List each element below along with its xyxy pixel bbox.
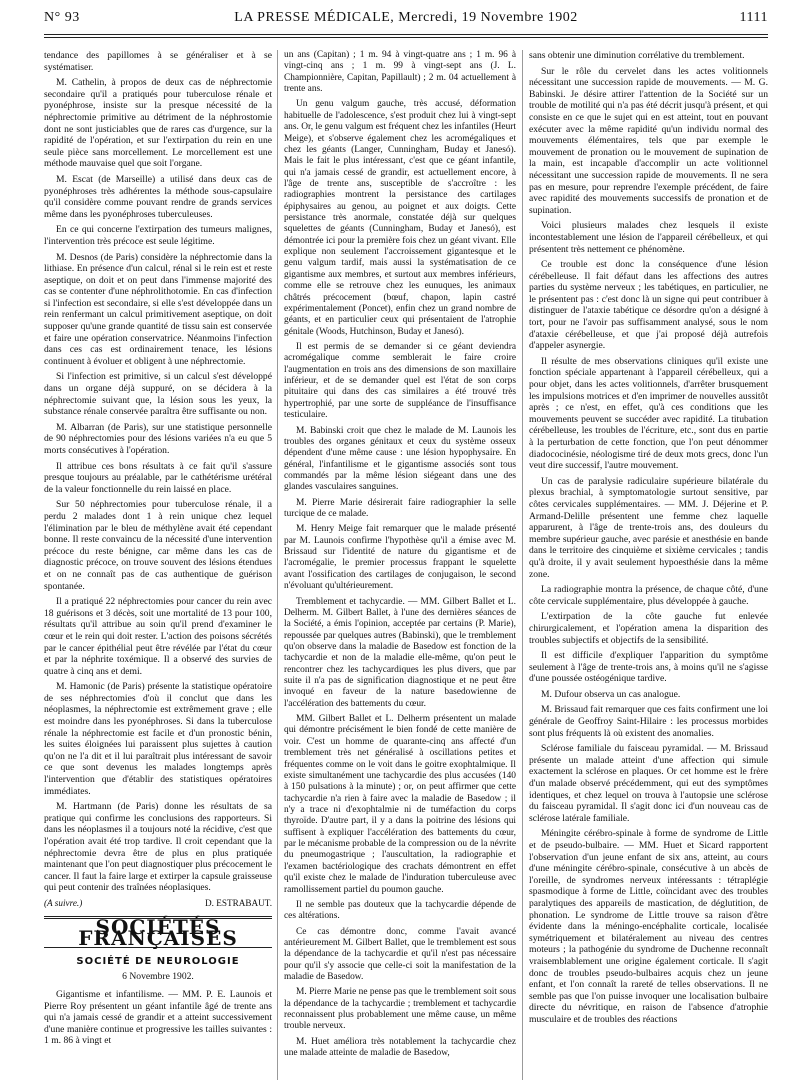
- column-3: [529, 50, 768, 1030]
- paragraph: M. Hamonic (de Paris) présente la statistique opératoire de ses néphrectomies d'où il conclut que dans les néoplasmes, la néphrectomie est extrêmement grave ; elle est moindre dans les pyonéphroses. Si dans la tuberculose rénale la néphrectomie est facile et d'un pronostic bénin, les suites éloignées lui paraissent plus sujettes à caution qu'on ne l'a dit et il lui paraîtrait plus intéressant de savoir ce que sont devenus les malades longtemps après l'intervention que d'établir des statistiques opératoires immédiates.: [44, 681, 272, 797]
- paragraph: un ans (Capitan) ; 1 m. 94 à vingt-quatre ans ; 1 m. 96 à vingt-cinq ans ; 1 m. 99 à vingt-sept ans (J. L. Championnière, Capitan, Papillault) ; 2 m. 04 actuellement à trente ans.: [284, 50, 516, 95]
- running-header: [44, 10, 768, 32]
- society-name: SOCIÉTÉ DE NEUROLOGIE: [76, 955, 240, 967]
- paragraph: M. Escat (de Marseille) a utilisé dans deux cas de pyonéphroses très adhérentes la méthode sous-capsulaire qu'il considère comme pouvant rendre de grands services même dans les pyonéphroses tuberculeuses.: [44, 173, 272, 220]
- paragraph: Tremblement et tachycardie. — MM. Gilbert Ballet et L. Delherm. M. Gilbert Ballet, à l'une des dernières séances de la Société, a émis l'opinion, acceptée par certains (P. Marie), repoussée par quelques autres (Babinski), que le tremblement qu'on observe dans la maladie de Basedow est fonction de la tachycardie et non de la maladie elle-même, qu'on peut le rencontrer chez les tachycardiques les plus divers, que par suite il n'a pas de signification diagnostique et ne peut être invoqué en faveur de la nature basedowienne de l'accélération des battements du cœur.: [284, 596, 516, 709]
- section-heading: SOCIÉTÉS FRANÇAISES: [44, 916, 272, 948]
- paragraph: M. Pierre Marie ne pense pas que le tremblement soit sous la dépendance de la tachycardie ; tremblement et tachycardie reconnaissent plus probablement une même cause, un même trouble nerveux.: [284, 987, 516, 1032]
- paragraph: MM. Gilbert Ballet et L. Delherm présentent un malade qui démontre précisément le bien fondé de cette manière de voir. C'est un homme de quarante-cinq ans affecté d'un tremblement très net généralisé à oscillations petites et fréquentes comme on le voit dans le goitre exophtalmique. Il existe simultanément une tachycardie des plus accusées (140 à 150 pulsations à la minute) ; or, on peut affirmer que cette tachycardie n'a rien à faire avec la maladie de Basedow ; il n'y a trace ni d'exophtalmie ni de tuméfaction du corps thyroïde. D'autre part, il y a dans la poitrine des lésions qui suffisent à expliquer l'accélération des battements du cœur, par le mécanisme probable de la compression ou de la névrite du pneumogastrique ; l'auscultation, la radiographie et l'examen bactériologique des crachats démontrent en effet qu'il existe chez le malade de l'induration tuberculeuse avec ramollissement partiel du poumon gauche.: [284, 714, 516, 895]
- paragraph: Si l'infection est primitive, si un calcul s'est développé dans un organe déjà suppuré, on se décidera à la néphrectomie suivant que, la lésion sous les yeux, la substance rénale conservée paraîtra être suffisante ou non.: [44, 371, 272, 418]
- paragraph: Ce cas démontre donc, comme l'avait avancé antérieurement M. Gilbert Ballet, que le tremblement est sous la dépendance de la tachycardie et qu'il n'est pas nécessaire pour qu'il s'y associe que celle-ci soit la manifestation de la maladie de Basedow.: [284, 926, 516, 983]
- paragraph: La radiographie montra la présence, de chaque côté, d'une côte cervicale supplémentaire, plus développée à gauche.: [529, 584, 768, 607]
- author-signature: D. ESTRABAUT.: [205, 897, 272, 908]
- paragraph: Ce trouble est donc la conséquence d'une lésion cérébelleuse. Il fait défaut dans les affections des autres parties du système nerveux ; les tabétiques, en particulier, ne le présentent pas : c'est donc là un signe qui peut contribuer à distinguer de l'ataxie tabétique ce désordre qu'on a désigné à tort, pour ne l'avoir pas suffisamment analysé, sous le nom d'ataxie cérébelleuse, et que j'ai proposé déjà autrefois d'appeler asynergie.: [529, 259, 768, 352]
- paragraph: M. Dufour observa un cas analogue.: [541, 688, 681, 700]
- paragraph: Sur 50 néphrectomies pour tuberculose rénale, il a perdu 2 malades dont 1 à rein unique chez lequel l'élimination par le bleu de méthylène avait été cependant bonne. Il reste convaincu de la nécessité d'une intervention précoce du reste bénigne, car même dans les cas de diagnostic précoce, on trouve souvent des lésions étendues et on ne connaît pas de cas authentique de guérison spontanée.: [44, 499, 272, 592]
- paragraph: M. Brissaud fait remarquer que ces faits confirment une loi générale de Geoffroy Saint-Hilaire : les processus morbides sont plus fréquents là où existent des anomalies.: [529, 704, 768, 739]
- header-rule-thin: [44, 37, 768, 38]
- paragraph: Il a pratiqué 22 néphrectomies pour cancer du rein avec 18 guérisons et 3 décès, soit une mortalité de 13 pour 100, résultats qu'il attribue au soin qu'il prend d'examiner le cœur et le rein qui doit rester. L'action des poisons sécrétés par le cancer épithélial peut être révélée par l'état du cœur et par la néphrite toxémique. Il a observé des survies de quatre à cinq ans et demi.: [44, 596, 272, 677]
- paragraph: Il est permis de se demander si ce géant deviendra acromégalique comme semblerait le faire croire l'augmentation en trois ans des dimensions de son maxillaire inférieur, et de se demander quel est l'état de son corps pituitaire qui dans des cas similaires a été trouvé très hypertrophié, par une sorte de suppléance de l'insuffisance testiculaire.: [284, 341, 516, 421]
- paragraph: Sclérose familiale du faisceau pyramidal. — M. Brissaud présente un malade atteint d'une affection qui simule exactement la sclérose en plaques. Or cet homme est le frère d'un malade observé précédemment, qui eut des symptômes identiques, et chez lequel on trouva à l'autopsie une sclérose du faisceau pyramidal. Il s'agit donc ici d'un nouveau cas de sclérose latérale familiale.: [529, 743, 768, 824]
- journal-title: LA PRESSE MÉDICALE, Mercredi, 19 Novembre 1902: [234, 10, 578, 25]
- paragraph: Il résulte de mes observations cliniques qu'il existe une fonction spéciale appartenant à l'appareil cérébelleux, qui a pour objet, dans les actes volitionnels, d'arrêter brusquement les impulsions motrices et d'en imprimer de nouvelles aussitôt après ; ce n'est, en effet, qu'à ces conditions que les mouvements peuvent se succéder avec rapidité. La titubation cérébelleuse, les troubles de l'écriture, etc., sont dus en partie à la perturbation de cette fonction, que l'on peut dénommer diadococinésie, néologisme tiré de deux mots grecs, donc l'un veut dire successif, l'autre mouvement.: [529, 355, 768, 472]
- paragraph: M. Desnos (de Paris) considère la néphrectomie dans la lithiase. En présence d'un calcul, rénal si le rein est et reste aseptique, on doit et on peut dans l'immense majorité des cas se contenter d'une néphrolithotomie. En cas d'infection si l'infection est secondaire, si elle s'est développée dans un rein renfermant un calcul primitivement aseptique, on doit supposer qu'une grande quantité de tissu sain est conservée et faire une opération conservatrice. Néanmoins l'infection dans ces cas est ordinairement tenace, les lésions continuent à évoluer et obligent à une néphrectomie.: [44, 251, 272, 367]
- column-divider: [522, 50, 523, 1080]
- page-number-left: N° 93: [44, 10, 80, 25]
- header-rule: [44, 34, 768, 35]
- paragraph: Sur le rôle du cervelet dans les actes volitionnels nécessitant une succession rapide de mouvements. — M. G. Babinski. Je désire attirer l'attention de la Société sur un trouble de motilité qui n'a pas été décrit jusqu'à présent, et qui consiste en ce que le sujet qui en est atteint, tout en pouvant exécuter avec la même rapidité qu'un individu normal des mouvements élémentaires, tels que par exemple le mouvement de pronation ou le mouvement de supination de la main, est incapable d'accomplir un acte volitionnel nécessitant une succession rapide de mouvements. Il ne sera pas en mesure, pour reprendre l'exemple précédent, de faire avec rapidité des mouvements successifs de pronation et de supination.: [529, 65, 768, 216]
- paragraph: Méningite cérébro-spinale à forme de syndrome de Little et de pseudo-bulbaire. — MM. Huet et Sicard rapportent l'observation d'un jeune enfant de six ans, atteint, au cours d'une méningite cérébro-spinale, consécutive à un abcès de l'oreille, de syndromes nerveux intéressants : tétraplégie spasmodique à forme de Little, coïncidant avec des troubles paralytiques des appareils de mastication, de déglutition, de phonation. Le syndrome de Little trouve sa raison d'être évidente dans la méningo-encéphalite corticale, localisée symétriquement et bilatéralement au niveau des centres moteurs ; la pathogénie du syndrome de Duchenne reconnaît vraisemblablement une origine également corticale. Il s'agit donc de troubles pseudo-bulbaires acquis chez un jeune enfant, et l'on connaît la rareté de telles observations. Il ne semble pas que l'on puisse invoquer une localisation bulbaire directe du névritique, en raison de l'absence d'atrophie musculaire et de troubles des réactions: [529, 828, 768, 1025]
- page-number-right: 1111: [739, 10, 768, 25]
- column-divider: [277, 50, 278, 1080]
- paragraph: tendance des papillomes à se généraliser et à se systématiser.: [44, 50, 272, 73]
- paragraph: M. Henry Meige fait remarquer que le malade présenté par M. Launois confirme l'hypothèse qu'il a émise avec M. Brissaud sur l'identité de nature du gigantisme et de l'acromégalie, le premier processus frappant le squelette avant l'ossification des cartilages de conjugaison, le second n'évoluant qu'ultérieurement.: [284, 524, 516, 592]
- paragraph: Un genu valgum gauche, très accusé, déformation habituelle de l'adolescence, s'est produit chez lui à vingt-sept ans. Or, le genu valgum est fréquent chez les infantiles (Heurt Meige), et s'observe également chez les acromégaliques et chez les géants (Langer, Cunningham, Buday et Janesó). Mais le fait le plus intéressant, c'est que ce géant infantile, qui n'a jamais cessé de grandir, est actuellement encore, à l'âge de trente ans, susceptible de s'accroître : les radiographies montrent la persistance des cartilages épiphysaires au genou, au poignet et aux doigts. Cette persistance très anormale, constatée déjà sur quelques squelettes de géants (Cunningham, Buday et Janesó), est démontrée ici pour la première fois chez un géant vivant. Elle explique non seulement l'accroissement gigantesque et le genu valgum tardif, mais aussi la systématisation de ce gigantisme aux membres, et surtout aux membres inférieurs, comme elle se retrouve chez les eunuques, les animaux châtrés précocement (bœuf, chapon, lapin castré expérimentalement (Poncet), enfin chez un grand nombre de géants, et en particulier ceux qui présentaient de l'atrophie génitale (Woods, Hutchinson, Buday et Janesó).: [284, 99, 516, 337]
- signature-line: [44, 898, 272, 910]
- paragraph: Il attribue ces bons résultats à ce fait qu'il s'assure presque toujours au préalable, par le cathétérisme urétéral de la valeur fonctionnelle du rein laissé en place.: [44, 460, 272, 495]
- paragraph: M. Albarran (de Paris), sur une statistique personnelle de 90 néphrectomies pour des lésions variées n'a eu que 5 morts consécutives à l'opération.: [44, 421, 272, 456]
- paragraph: M. Cathelin, à propos de deux cas de néphrectomie secondaire qu'il a pratiqués pour tuberculose rénale et pyonéphrose, insiste sur la presque nécessité de la néphrectomie primitive au détriment de la néphrostomie dont ne sont justiciables que de rares cas d'urgence, sur la rapidité de l'opération, et sur l'extirpation du rein en une seule pièce sans morcellement. Le morcellement est une méthode mauvaise quel que soit l'organe.: [44, 77, 272, 170]
- paragraph: Un cas de paralysie radiculaire supérieure bilatérale du plexus brachial, à symptomatologie surtout sensitive, par côtes cervicales supplémentaires. — MM. J. Déjerine et P. Armand-Delille présentent une femme chez laquelle apparurent, à l'âge de trente-trois ans, des douleurs du membre supérieur gauche, avec parésie et anesthésie en bande dans le territoire des cinquième et sixième cervicales ; tandis qu'à droite, il y avait seulement hypoesthésie dans la même zone.: [529, 475, 768, 580]
- paragraph: M. Hartmann (de Paris) donne les résultats de sa pratique qui confirme les conclusions des rapporteurs. Si dans les néoplasmes il a toujours noté la récidive, c'est que l'opération avait été trop tardive. Il croit cependant que la néphrectomie devra être de plus en plus pratiquée maintenant que l'on peut diagnostiquer plus précocement le cancer. Il faut la faire large et extirper la capsule graisseuse qui peut contenir des traînées néoplasiques.: [44, 801, 272, 894]
- paragraph: M. Huet améliora très notablement la tachycardie chez une malade atteinte de maladie de Basedow,: [284, 1036, 516, 1059]
- to-be-continued: (A suivre.): [44, 897, 83, 908]
- session-date: 6 Novembre 1902.: [122, 971, 194, 983]
- paragraph: Il est difficile d'expliquer l'apparition du symptôme seulement à l'âge de trente-trois ans, à moins qu'il ne s'agisse d'une poussée ostéogénique tardive.: [529, 650, 768, 685]
- column-1: [44, 50, 272, 1051]
- paragraph: En ce qui concerne l'extirpation des tumeurs malignes, l'intervention très précoce est seule légitime.: [44, 224, 272, 247]
- paragraph: L'extirpation de la côte gauche fut enlevée chirurgicalement, et l'opération amena la disparition des troubles subjectifs et objectifs de la sensibilité.: [529, 611, 768, 646]
- paragraph: M. Babinski croit que chez le malade de M. Launois les troubles des organes génitaux et ceux du système osseux dépendent d'une même cause : une lésion hypophysaire. En général, l'infantilisme et le gigantisme associés sont tous commandés par la même lésion siégeant dans une des glandes vasculaires sanguines.: [284, 425, 516, 493]
- column-2: [284, 50, 516, 1064]
- paragraph: Il ne semble pas douteux que la tachycardie dépende de ces altérations.: [284, 899, 516, 922]
- paragraph: M. Pierre Marie désirerait faire radiographier la selle turcique de ce malade.: [284, 497, 516, 520]
- paragraph: Gigantisme et infantilisme. — MM. P. E. Launois et Pierre Roy présentent un géant infantile âgé de trente ans qui n'a jamais cessé de grandir et a atteint successivement d'une manière continue et progressive les tailles suivantes : 1 m. 86 à vingt et: [44, 988, 272, 1047]
- paragraph: Voici plusieurs malades chez lesquels il existe incontestablement une lésion de l'appareil cérébelleux, et qui présentent très nettement ce phénomène.: [529, 220, 768, 255]
- paragraph: sans obtenir une diminution corrélative du tremblement.: [529, 50, 745, 61]
